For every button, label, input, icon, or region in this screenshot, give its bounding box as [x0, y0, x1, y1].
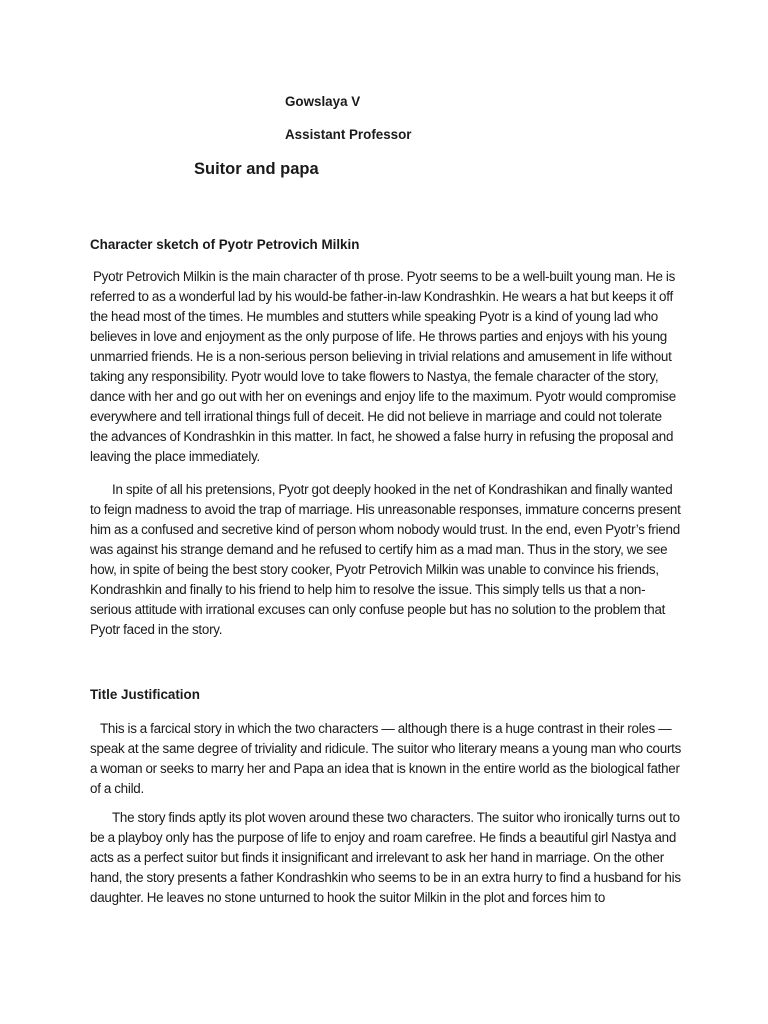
- author-name: Gowslaya V: [285, 94, 361, 109]
- section-heading-title-justification: Title Justification: [90, 687, 200, 702]
- author-role: Assistant Professor: [285, 127, 412, 142]
- paragraph: The story finds aptly its plot woven around these two characters. The suitor who ironically turns out to be a playboy only has the purpose of life to enjoy and roam carefree. He finds a beautiful girl Nastya and acts as a perfect suitor but finds it insignificant and irrelevant to ask her hand in marriage. On the other hand, the story presents a father Kondrashkin who seems to be in an extra hurry to find a husband for his daughter. He leaves no stone unturned to hook the suitor Milkin in the plot and forces him to: [90, 810, 681, 905]
- paragraph: Pyotr Petrovich Milkin is the main character of th prose. Pyotr seems to be a well-built young man. He is referred to as a wonderful lad by his would-be father-in-law Kondrashkin. He wears a hat but keeps it off the head most of the times. He mumbles and stutters while speaking Pyotr is a kind of young lad who believes in love and enjoyment as the only purpose of life. He throws parties and enjoys with his young unmarried friends. He is a non-serious person believing in trivial relations and amusement in life without taking any responsibility. Pyotr would love to take flowers to Nastya, the female character of the story, dance with her and go out with her on evenings and enjoy life to the maximum. Pyotr would compromise everywhere and tell irrational things full of deceit. He did not believe in marriage and could not tolerate the advances of Kondrashkin in this matter. In fact, he showed a false hurry in refusing the proposal and leaving the place immediately.: [90, 269, 676, 464]
- paragraph: This is a farcical story in which the two characters — although there is a huge contrast in their roles — speak at the same degree of triviality and ridicule. The suitor who literary means a young man who courts a woman or seeks to marry her and Papa an idea that is known in the entire world as the biological father of a child.: [90, 721, 682, 796]
- section-heading-character-sketch: Character sketch of Pyotr Petrovich Milkin: [90, 237, 360, 252]
- paragraph: In spite of all his pretensions, Pyotr got deeply hooked in the net of Kondrashikan and finally wanted to feign madness to avoid the trap of marriage. His unreasonable responses, immature concerns present him as a confused and secretive kind of person whom nobody would trust. In the end, even Pyotr’s friend was against his strange demand and he refused to certify him as a mad man. Thus in the story, we see how, in spite of being the best story cooker, Pyotr Petrovich Milkin was unable to convince his friends, Kondrashkin and finally to his friend to help him to resolve the issue. This simply tells us that a non-serious attitude with irrational excuses can only confuse people but has no solution to the problem that Pyotr faced in the story.: [90, 482, 681, 637]
- document-title: Suitor and papa: [194, 160, 319, 178]
